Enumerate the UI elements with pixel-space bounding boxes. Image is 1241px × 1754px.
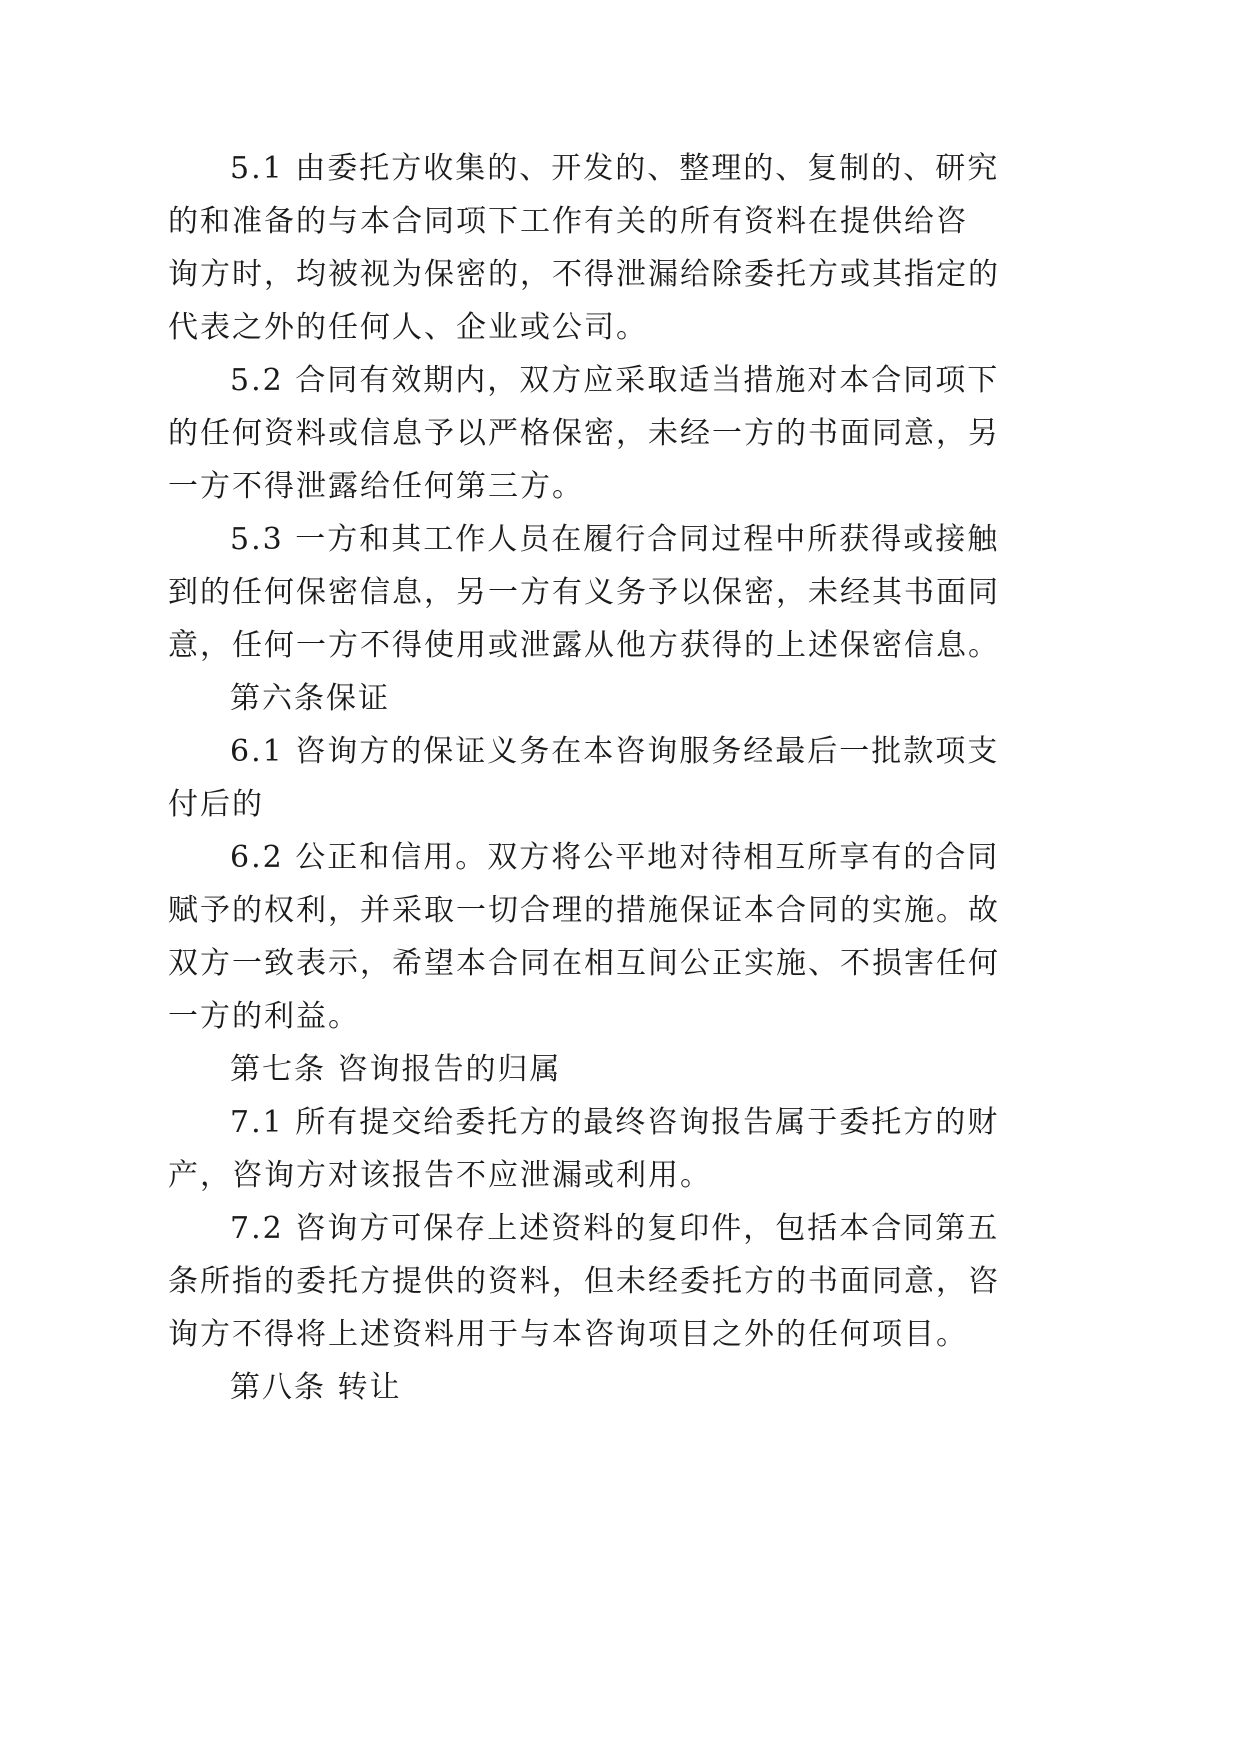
section-heading-7: 第七条 咨询报告的归属	[230, 1052, 562, 1087]
paragraph-5-1-line-3: 询方时，均被视为保密的，不得泄漏给除委托方或其指定的	[168, 257, 1000, 292]
paragraph-6-1-line-1: 6.1 咨询方的保证义务在本咨询服务经最后一批款项支	[230, 734, 1000, 769]
paragraph-6-1-line-2: 付后的	[168, 787, 264, 822]
section-heading-6: 第六条保证	[230, 681, 390, 716]
paragraph-5-1-line-4: 代表之外的任何人、企业或公司。	[168, 310, 648, 345]
paragraph-7-1-line-2: 产，咨询方对该报告不应泄漏或利用。	[168, 1158, 712, 1193]
paragraph-5-3-line-2: 到的任何保密信息，另一方有义务予以保密，未经其书面同	[168, 575, 1000, 610]
paragraph-5-1-line-2: 的和准备的与本合同项下工作有关的所有资料在提供给咨	[168, 204, 968, 239]
paragraph-7-1-line-1: 7.1 所有提交给委托方的最终咨询报告属于委托方的财	[230, 1105, 1000, 1140]
paragraph-5-2-line-2: 的任何资料或信息予以严格保密，未经一方的书面同意，另	[168, 416, 1000, 451]
paragraph-6-2-line-4: 一方的利益。	[168, 999, 360, 1034]
paragraph-5-2-line-1: 5.2 合同有效期内，双方应采取适当措施对本合同项下	[230, 363, 1000, 398]
paragraph-6-2-line-3: 双方一致表示，希望本合同在相互间公正实施、不损害任何	[168, 946, 1000, 981]
paragraph-7-2-line-1: 7.2 咨询方可保存上述资料的复印件，包括本合同第五	[230, 1211, 1000, 1246]
paragraph-5-3-line-1: 5.3 一方和其工作人员在履行合同过程中所获得或接触	[230, 522, 1000, 557]
section-heading-8: 第八条 转让	[230, 1370, 402, 1405]
paragraph-7-2-line-2: 条所指的委托方提供的资料，但未经委托方的书面同意，咨	[168, 1264, 1000, 1299]
paragraph-7-2-line-3: 询方不得将上述资料用于与本咨询项目之外的任何项目。	[168, 1317, 968, 1352]
paragraph-5-2-line-3: 一方不得泄露给任何第三方。	[168, 469, 584, 504]
paragraph-6-2-line-1: 6.2 公正和信用。双方将公平地对待相互所享有的合同	[230, 840, 1000, 875]
paragraph-5-1-line-1: 5.1 由委托方收集的、开发的、整理的、复制的、研究	[230, 151, 1000, 186]
paragraph-6-2-line-2: 赋予的权利，并采取一切合理的措施保证本合同的实施。故	[168, 893, 1000, 928]
paragraph-5-3-line-3: 意，任何一方不得使用或泄露从他方获得的上述保密信息。	[168, 628, 1000, 663]
